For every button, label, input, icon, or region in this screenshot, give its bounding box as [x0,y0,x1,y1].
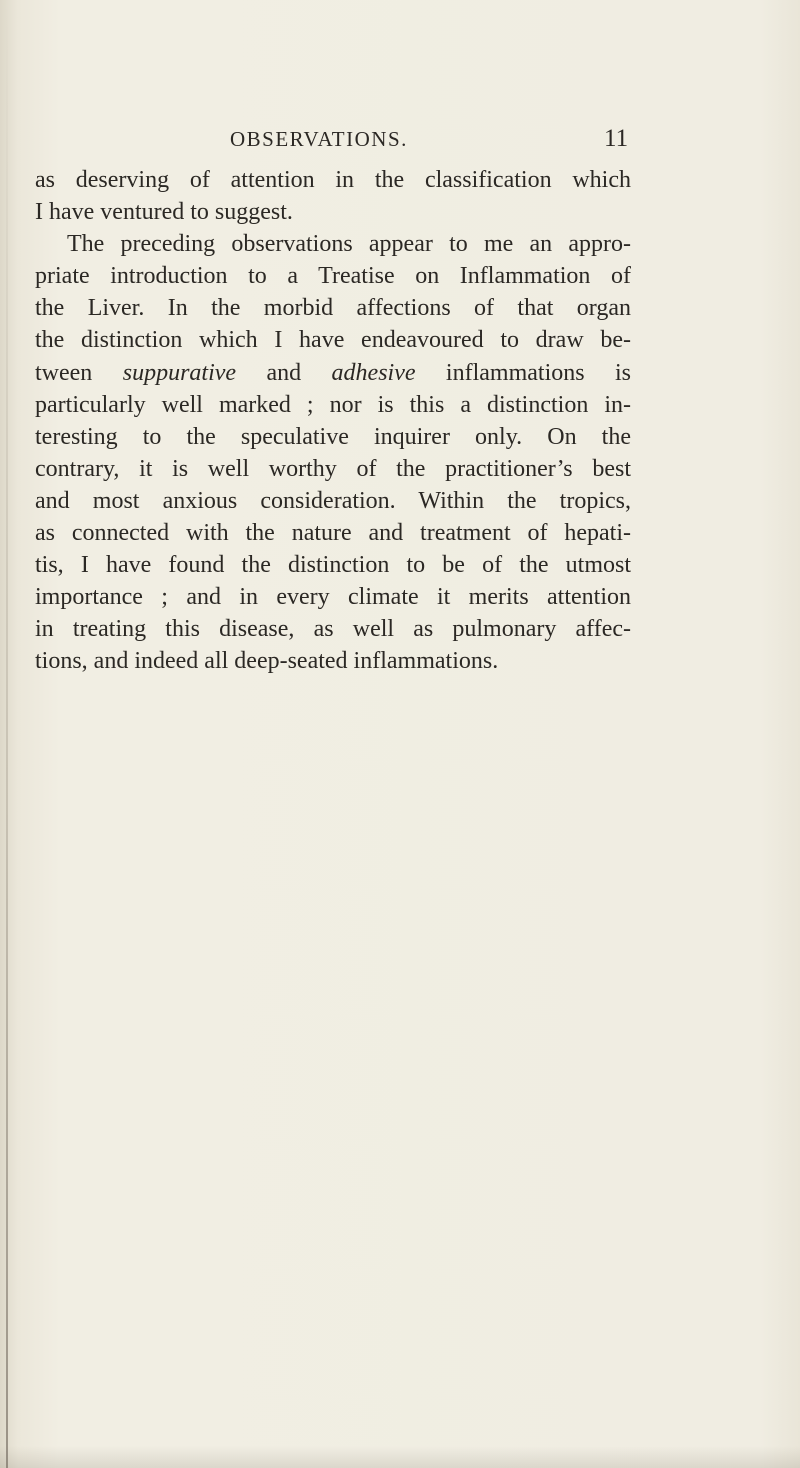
running-head: OBSERVATIONS. [230,127,408,151]
text-line: the distinction which I have endeavoured to draw be- [35,327,631,354]
text-line: importance ; and in every climate it merits attention [35,584,631,611]
binding-gutter [6,0,8,1468]
text-line: particularly well marked ; nor is this a distinction in- [35,391,631,418]
page-header [0,125,800,165]
text-line: priate introduction to a Treatise on Inflammation of [35,263,631,290]
text-line: in treating this disease, as well as pulmonary affec- [35,616,631,643]
italic-term-suppurative: suppurative [122,359,237,386]
page-bottom-shadow [0,1446,800,1468]
text-line: tween suppurative and adhesive inflammations is [35,359,631,386]
text-line: as deserving of attention in the classification which [35,167,631,193]
page-number: 11 [604,125,629,152]
text-line: the Liver. In the morbid affections of that organ [35,295,631,322]
text-line: and most anxious consideration. Within the tropics, [35,487,631,514]
text-line: contrary, it is well worthy of the practitioner’s best [35,455,631,482]
text-line: as connected with the nature and treatment of hepati- [35,520,631,547]
text-line: teresting to the speculative inquirer only. On the [35,423,631,450]
text-line: I have ventured to suggest. [35,199,293,226]
text-line: The preceding observations appear to me an appro- [67,231,631,258]
text-line: tions, and indeed all deep-seated inflammations. [35,648,499,675]
text-line: tis, I have found the distinction to be of the utmost [35,552,631,579]
italic-term-adhesive: adhesive [331,359,416,386]
body-text [35,164,631,678]
